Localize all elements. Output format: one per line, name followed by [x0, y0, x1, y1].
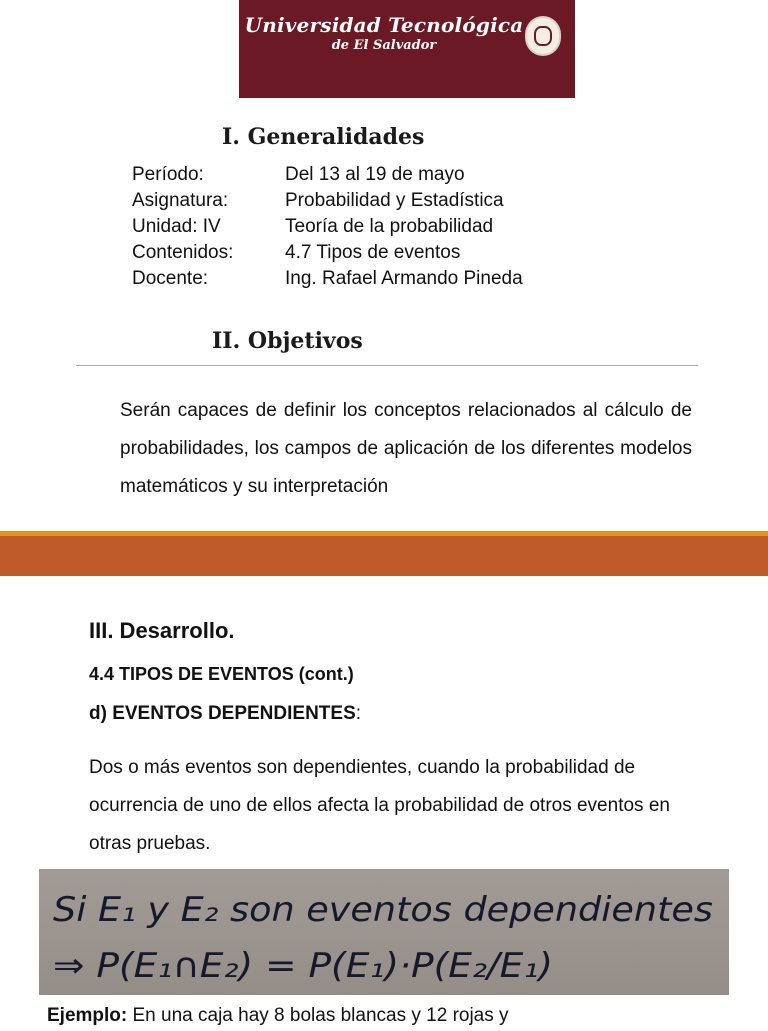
row-value: Del 13 al 19 de mayo	[285, 164, 465, 185]
topic-heading-colon: :	[355, 703, 362, 724]
definition-paragraph: Dos o más eventos son dependientes, cuando la probabilidad de ocurrencia de uno de ellos afecta la probabilidad de otros eventos en otras pruebas.	[89, 757, 670, 854]
university-logo-banner	[239, 0, 575, 98]
section-title-objetivos: II. Objetivos	[212, 328, 363, 354]
topic-heading-bold: d) EVENTOS DEPENDIENTES	[89, 703, 356, 724]
university-seal-icon	[525, 16, 561, 56]
section-title-generalidades: I. Generalidades	[222, 124, 425, 150]
topic-subtitle: 4.4 TIPOS DE EVENTOS (cont.)	[89, 664, 354, 684]
decorative-band-thick	[0, 536, 768, 576]
handwritten-formula-svg	[39, 869, 729, 995]
example-text: En una caja hay 8 bolas blancas y 12 rojas y	[127, 1005, 509, 1026]
row-value: 4.7 Tipos de eventos	[285, 242, 461, 263]
university-name	[239, 12, 529, 54]
example-label: Ejemplo:	[47, 1005, 128, 1026]
section-title-desarrollo: III. Desarrollo.	[89, 618, 235, 643]
row-value: Teoría de la probabilidad	[285, 216, 494, 237]
objective-paragraph: Serán capaces de definir los conceptos relacionados al cálculo de probabilidades, los campos de aplicación de los diferentes modelos matemáticos y su interpretación	[120, 400, 692, 497]
example-paragraph	[47, 1001, 697, 1031]
seal-shield-icon	[534, 26, 552, 46]
university-name-line1: Universidad Tecnológica	[244, 13, 524, 37]
handwritten-line-2: ⇒ P(E₁∩E₂) = P(E₁)·P(E₂/E₁)	[53, 946, 553, 986]
row-label: Unidad: IV	[132, 216, 221, 237]
university-name-line2: de El Salvador	[331, 38, 437, 53]
row-value: Probabilidad y Estadística	[285, 190, 504, 211]
row-label: Asignatura:	[132, 190, 229, 211]
handwritten-line-1: Si E₁ y E₂ son eventos dependientes	[53, 890, 714, 930]
handwritten-formula-image	[39, 869, 729, 995]
row-value: Ing. Rafael Armando Pineda	[285, 268, 523, 289]
row-label: Docente:	[132, 268, 209, 289]
section-divider	[76, 365, 698, 366]
row-label: Contenidos:	[132, 242, 234, 263]
topic-heading	[89, 703, 361, 725]
row-label: Período:	[132, 164, 204, 185]
